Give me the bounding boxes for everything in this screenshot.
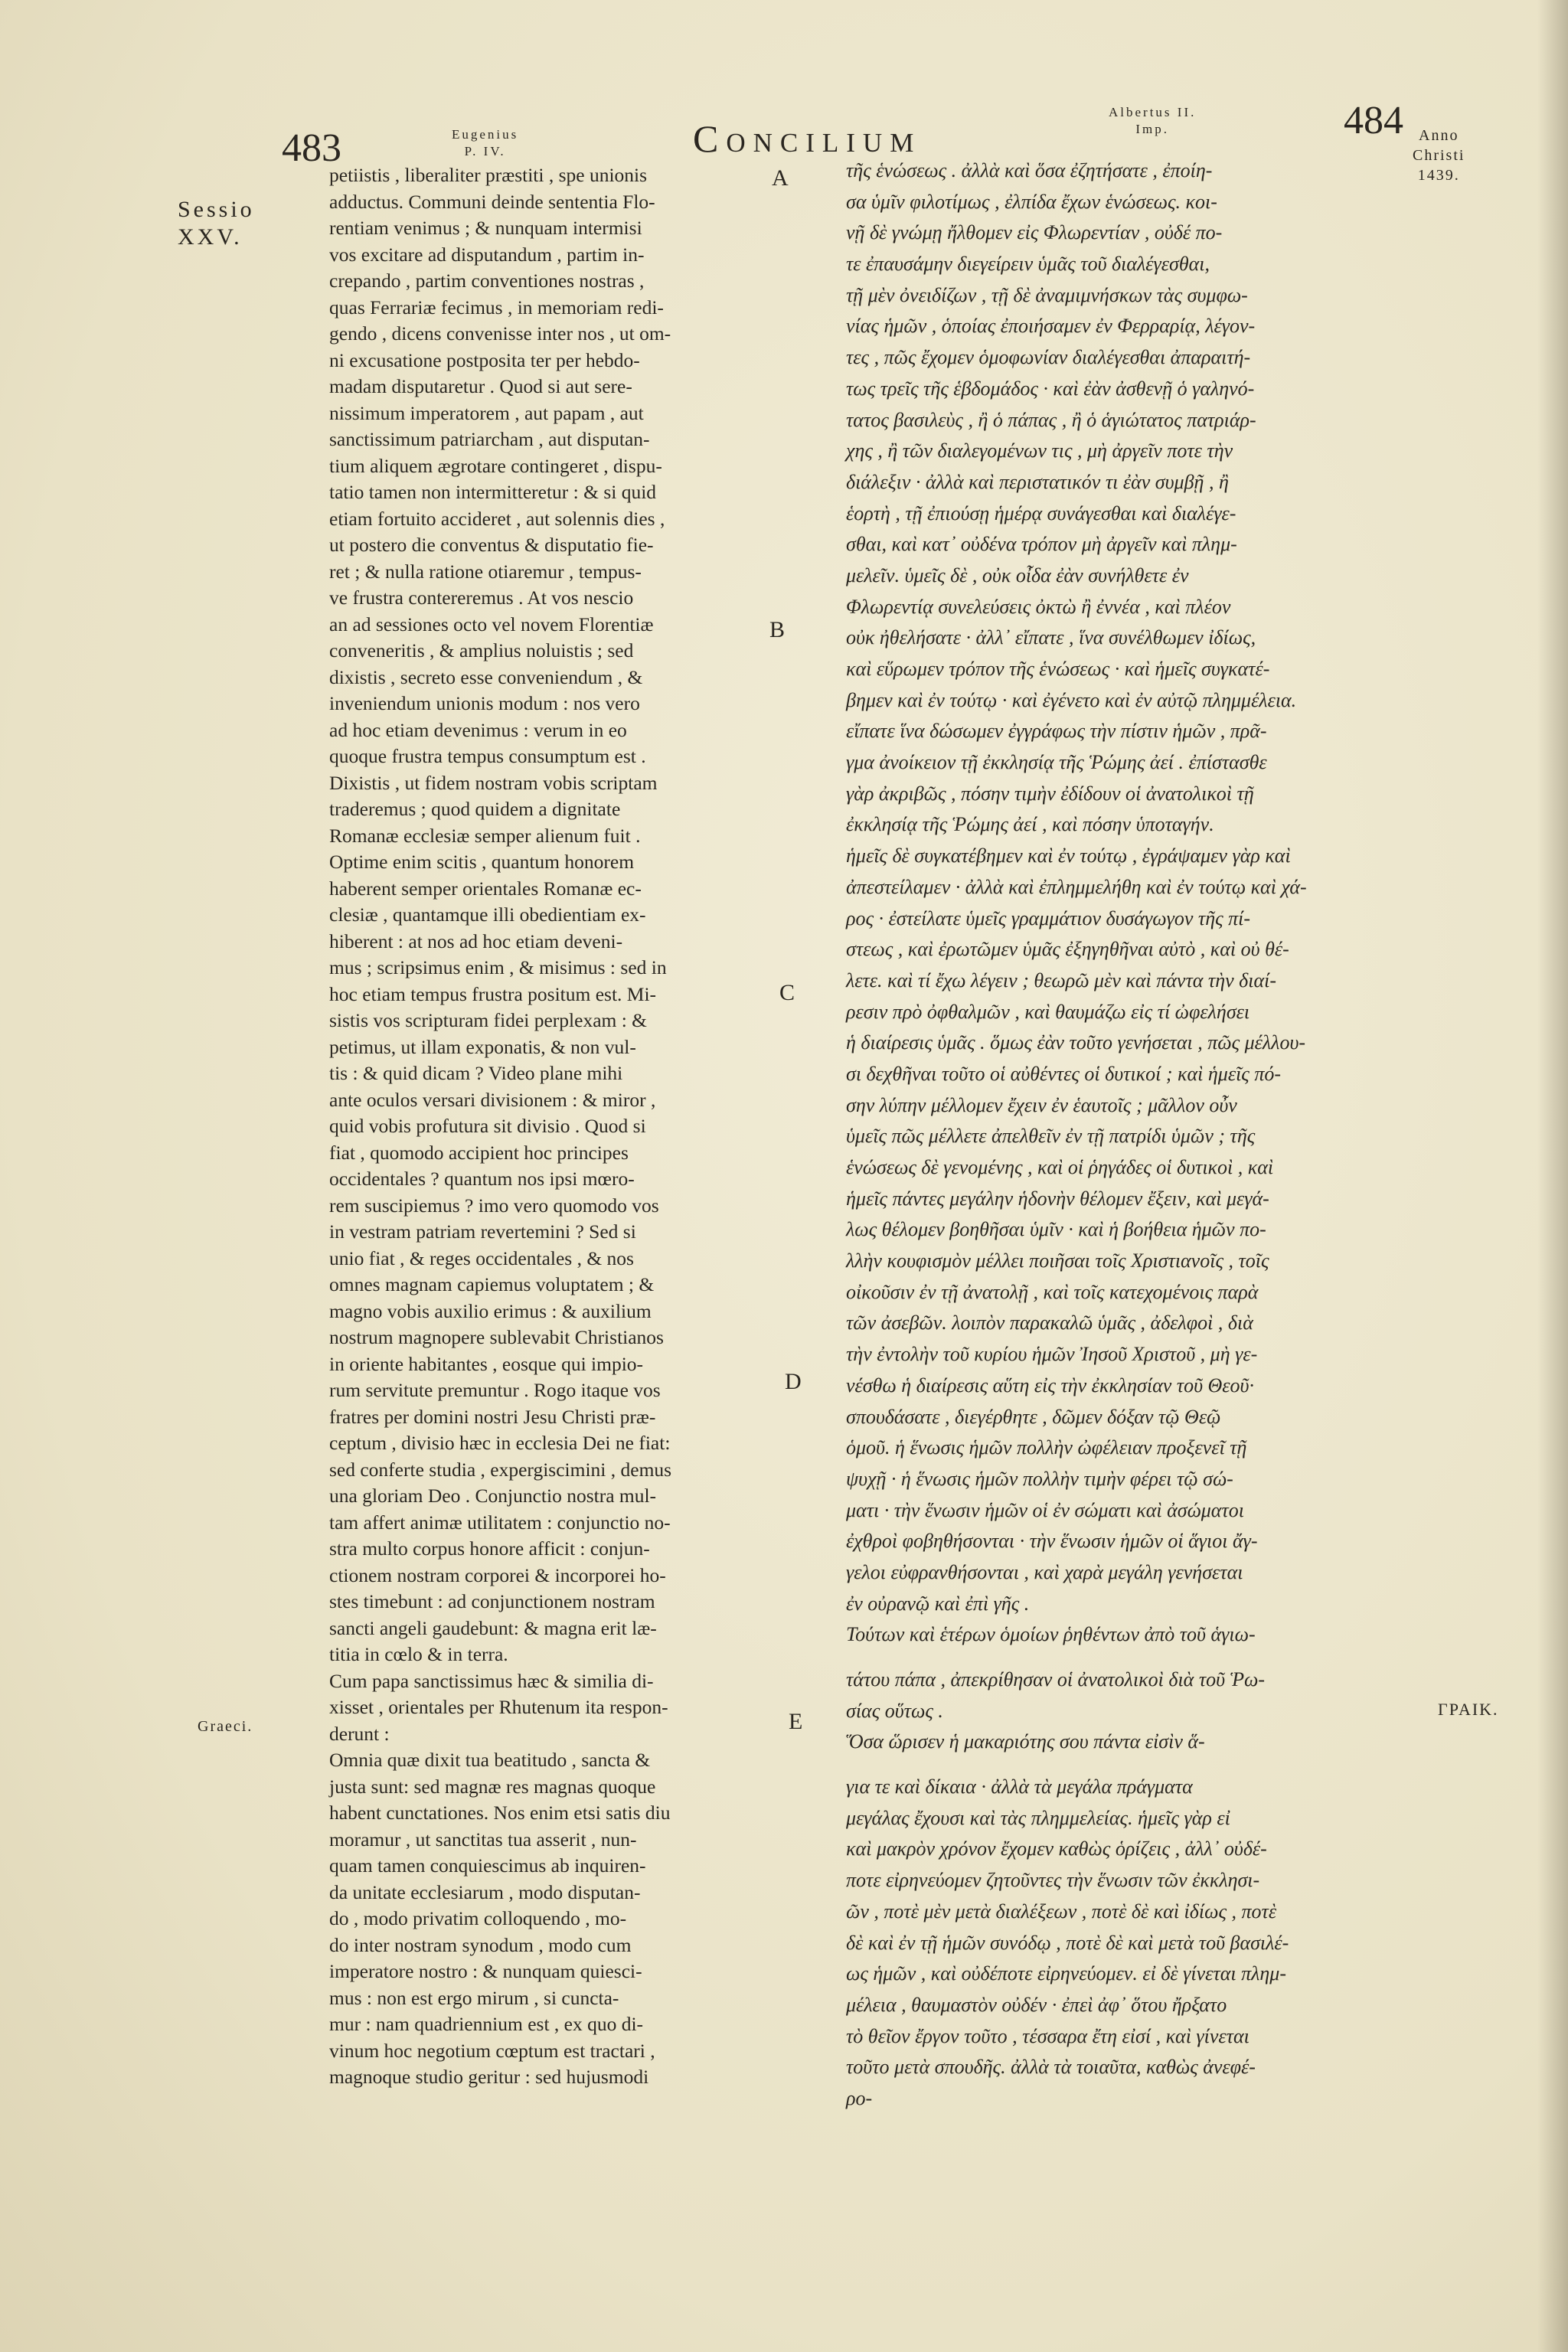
section-mark-a: A [772,165,789,191]
running-head-right-line1: Albertus II. [1109,105,1197,119]
greek-line: Φλωρεντίᾳ συνελεύσεις ὀκτὼ ἢ ἐννέα , καὶ πλέον [846,595,1231,618]
greek-line: ἑνώσεως δὲ γενομένης , καὶ οἱ ῥηγάδες οἱ δυτικοὶ , καὶ [846,1156,1274,1178]
greek-line: στεως , καὶ ἐρωτῶμεν ὑμᾶς ἐξηγηθῆναι αὐτὸ , καὶ οὐ θέ- [846,938,1289,961]
latin-line: conveneritis , & amplius noluistis ; sed [329,639,634,662]
latin-line: da unitate ecclesiarum , modo disputan- [329,1880,641,1903]
latin-line: sed conferte studia , expergiscimini , demus [329,1458,672,1481]
section-mark-b: B [769,617,786,642]
latin-line: sancti angeli gaudebunt: & magna erit læ- [329,1616,657,1639]
running-head-right-line2: Imp. [1135,122,1169,136]
latin-line: do inter nostram synodum , modo cum [329,1933,632,1956]
greek-line: τῆς ἑνώσεως . ἀλλὰ καὶ ὅσα ἐζητήσατε , ἐποίη- [846,159,1213,181]
greek-line: ψυχῇ · ἡ ἕνωσις ἡμῶν πολλὴν τιμὴν φέρει τῷ σώ- [846,1467,1233,1490]
greek-line: γὰρ ἀκριβῶς , πόσην τιμὴν ἐδίδουν οἱ ἀνατολικοὶ τῇ [846,782,1254,805]
greek-line: καὶ μακρὸν χρόνον ἔχομεν καθὼς ὁρίζεις , ἀλλ᾽ οὐδέ- [846,1838,1267,1860]
greek-line: λλὴν κουφισμὸν μέλλει ποιῆσαι τοῖς Χριστιανοῖς , τοῖς [846,1250,1269,1272]
latin-line: dixistis , secreto esse conveniendum , & [329,665,643,688]
latin-line: tam affert animæ utilitatem : conjunctio no- [329,1511,671,1534]
latin-line: ret ; & nulla ratione otiaremur , tempus- [329,560,642,583]
greek-line: τατος βασιλεὺς , ἢ ὁ πάπας , ἢ ὁ ἁγιώτατος πατριάρ- [846,408,1256,431]
greek-line: νίας ἡμῶν , ὁποίας ἐποιήσαμεν ἐν Φερραρίᾳ, λέγον- [846,315,1256,338]
greek-line: σίας οὕτως . [846,1699,943,1722]
latin-line: omnes magnam capiemus voluptatem ; & [329,1273,655,1295]
latin-line: haberent semper orientales Romanæ ec- [329,877,642,900]
margin-note-year [1413,126,1465,185]
latin-line: nostrum magnopere sublevabit Christianos [329,1326,664,1348]
latin-line: an ad sessiones octo vel novem Florentiæ [329,612,654,635]
section-mark-e: E [789,1709,803,1734]
greek-line: οὐκ ἠθελήσατε · ἀλλ᾽ εἴπατε , ἵνα συνέλθωμεν ἰδίως, [846,626,1256,649]
greek-line: γελοι εὐφρανθήσονται , καὶ χαρὰ μεγάλη γενήσεται [846,1560,1243,1583]
latin-line: fiat , quomodo accipient hoc principes [329,1141,629,1164]
running-head-left-line2: P. IV. [464,144,506,158]
greek-line: ἐν οὐρανῷ καὶ ἐπὶ γῆς . [846,1592,1030,1615]
latin-line: justa sunt: sed magnæ res magnas quoque [329,1775,656,1798]
greek-line: ὑμεῖς πῶς μέλλετε ἀπελθεῖν ἐν τῇ πατρίδι ὑμῶν ; τῆς [846,1125,1256,1148]
latin-line: Cum papa sanctissimus hæc & similia di- [329,1669,654,1692]
page-edge-shadow [1537,0,1568,2352]
latin-line: moramur , ut sanctitas tua asserit , nun- [329,1828,637,1851]
greek-line: σπουδάσατε , διεγέρθητε , δῶμεν δόξαν τῷ Θεῷ [846,1405,1221,1428]
greek-line: μελεῖν. ὑμεῖς δὲ , οὐκ οἶδα ἐὰν συνήλθετε ἐν [846,564,1189,586]
latin-line: mur : nam quadriennium est , ex quo di- [329,2013,644,2035]
greek-line: οἰκοῦσιν ἐν τῇ ἀνατολῇ , καὶ τοῖς κατεχομένοις παρὰ [846,1280,1259,1303]
latin-line: ve frustra contereremus . At vos nescio [329,586,634,609]
latin-line: Optime enim scitis , quantum honorem [329,851,635,873]
latin-line: adductus. Communi deinde sententia Flo- [329,190,655,213]
greek-line: ἐκκλησίᾳ τῆς Ῥώμης ἀεί , καὶ πόσην ὑποταγήν. [846,813,1214,836]
latin-line: gendo , dicens convenisse inter nos , ut om- [329,322,671,345]
page-number-left: 483 [282,126,341,170]
latin-line: petiistis , liberaliter præstiti , spe unionis [329,164,648,186]
greek-line: τὴν ἐντολὴν τοῦ κυρίου ἡμῶν Ἰησοῦ Χριστοῦ , μὴ γε- [846,1343,1258,1366]
greek-line: τάτου πάπα , ἀπεκρίθησαν οἱ ἀνατολικοὶ διὰ τοῦ Ῥω- [846,1668,1266,1690]
greek-line: σα ὑμῖν φιλοτίμως , ἐλπίδα ἔχων ἑνώσεως. κοι- [846,190,1217,213]
latin-line: ctionem nostram corporei & incorporei ho- [329,1563,666,1586]
greek-line: χης , ἢ τῶν διαλεγομένων τις , μὴ ἀργεῖν ποτε τὴν [846,439,1233,462]
latin-line: in oriente habitantes , eosque qui impio- [329,1352,644,1375]
greek-line: δὲ καὶ ἐν τῇ ἡμῶν συνόδῳ , ποτὲ δὲ καὶ μετὰ τοῦ βασιλέ- [846,1931,1289,1954]
greek-line: νῇ δὲ γνώμῃ ἤλθομεν εἰς Φλωρεντίαν , οὐδέ πο- [846,221,1223,244]
greek-line: ποτε εἰρηνεύομεν ζητοῦντες τὴν ἕνωσιν τῶν ἐκκλησι- [846,1869,1260,1892]
greek-line: καὶ εὕρωμεν τρόπον τῆς ἑνώσεως · καὶ ἡμεῖς συγκατέ- [846,658,1270,680]
greek-line: Ὅσα ὥρισεν ἡ μακαριότης σου πάντα εἰσὶν ἅ- [846,1730,1205,1753]
latin-line: vos excitare ad disputandum , partim in- [329,243,645,266]
greek-line: Τούτων καὶ ἑτέρων ὁμοίων ῥηθέντων ἀπὸ τοῦ ἁγιω- [846,1623,1256,1646]
greek-line: σθαι, καὶ κατ᾽ οὐδένα τρόπον μὴ ἀργεῖν καὶ πλημ- [846,533,1237,556]
greek-line: τὸ θεῖον ἔργον τοῦτο , τέσσαρα ἔτη εἰσί , καὶ γίνεται [846,2024,1250,2047]
greek-line: ρος · ἐστείλατε ὑμεῖς γραμμάτιον δυσάγωγον τῆς πί- [846,906,1251,929]
latin-line: quid vobis profutura sit divisio . Quod si [329,1115,646,1137]
greek-line: ρο- [846,2086,873,2109]
greek-line: τε ἐπαυσάμην διεγείρειν ὑμᾶς τοῦ διαλέγεσθαι, [846,253,1210,276]
latin-line: Romanæ ecclesiæ semper alienum fuit . [329,824,641,847]
latin-line: in vestram patriam revertemini ? Sed si [329,1220,636,1243]
greek-line: γμα ἀνοίκειον τῇ ἐκκλησίᾳ τῆς Ῥώμης ἀεί . ἐπίστασθε [846,751,1267,774]
margin-note-graeci: Graeci. [198,1718,253,1735]
greek-line: μέλεια , θαυμαστὸν οὐδέν · ἐπεὶ ἀφ᾽ ὅτου ἤρξατο [846,1993,1227,2016]
latin-line: vinum hoc negotium cœptum est tractari , [329,2039,655,2062]
latin-line: magno vobis auxilio erimus : & auxilium [329,1299,652,1322]
latin-line: ceptum , divisio hæc in ecclesia Dei ne fiat: [329,1432,671,1454]
greek-line: σι δεχθῆναι τοῦτο οἱ αὐθέντες οἱ δυτικοί ; καὶ ἡμεῖς πό- [846,1062,1282,1085]
latin-line: habent cunctationes. Nos enim etsi satis diu [329,1802,671,1824]
latin-line: tis : & quid dicam ? Video plane mihi [329,1062,623,1084]
latin-line: mus : non est ergo mirum , si cuncta- [329,1986,619,2009]
greek-line: ἐχθροὶ φοβηθήσονται · τὴν ἕνωσιν ἡμῶν οἱ ἅγιοι ἄγ- [846,1530,1258,1553]
latin-line: ad hoc etiam devenimus : verum in eo [329,718,627,741]
latin-line: petimus, ut illam exponatis, & non vul- [329,1035,636,1058]
latin-line: tium aliquem ægrotare contingeret , dispu- [329,454,662,477]
page-number-right: 484 [1344,99,1403,142]
greek-line: ἡμεῖς πάντες μεγάλην ἡδονὴν θέλομεν ἔξειν, καὶ μεγά- [846,1187,1269,1210]
latin-line: unio fiat , & reges occidentales , & nos [329,1246,634,1269]
greek-line: ὁμοῦ. ἡ ἕνωσις ἡμῶν πολλὴν ὠφέλειαν προξενεῖ τῇ [846,1436,1247,1459]
greek-column [846,155,1401,2115]
greek-line: μεγάλας ἔχουσι καὶ τὰς πλημμελείας. ἡμεῖς γὰρ εἰ [846,1806,1230,1829]
latin-line: titia in cœlo & in terra. [329,1643,508,1665]
margin-sessio-number: XXV. [178,224,243,250]
greek-line: ἑορτὴ , τῇ ἐπιούσῃ ἡμέρᾳ συνάγεσθαι καὶ διαλέγε- [846,501,1236,524]
latin-line: sanctissimum patriarcham , aut disputan- [329,428,650,450]
running-head-left-line1: Eugenius [452,127,519,142]
section-mark-d: D [785,1369,802,1394]
latin-line: Omnia quæ dixit tua beatitudo , sancta & [329,1749,651,1771]
latin-line: quam tamen conquiescimus ab inquiren- [329,1854,646,1877]
latin-line: do , modo privatim colloquendo , mo- [329,1907,627,1929]
greek-line: ρεσιν πρὸ ὀφθαλμῶν , καὶ θαυμάζω εἰς τί ὠφελήσει [846,1000,1250,1023]
greek-line: τες , πῶς ἔχομεν ὁμοφωνίαν διαλέγεσθαι ἀπαραιτή- [846,346,1251,369]
greek-line: ἀπεστείλαμεν · ἀλλὰ καὶ ἐπλημμελήθη καὶ ἐν τούτῳ καὶ χά- [846,875,1307,898]
latin-line: xisset , orientales per Rhutenum ita respon- [329,1696,668,1718]
greek-line: νέσθω ἡ διαίρεσις αὕτη εἰς τὴν ἐκκλησίαν τοῦ Θεοῦ· [846,1374,1254,1396]
latin-line: nissimum imperatorem , aut papam , aut [329,401,644,424]
latin-line: rentiam venimus ; & nunquam intermisi [329,217,642,239]
latin-line: una gloriam Deo . Conjunctio nostra mul- [329,1485,657,1507]
running-head-left [452,126,518,160]
greek-line: ἡ διαίρεσις ὑμᾶς . ὅμως ἐὰν τοῦτο γενήσεται , πῶς μέλλου- [846,1031,1306,1054]
margin-anno: Anno [1419,127,1459,144]
latin-line: ante oculos versari divisionem : & miror , [329,1088,656,1111]
margin-sessio-label: Sessio [178,197,255,222]
greek-line: βημεν καὶ ἐν τούτῳ · καὶ ἐγένετο καὶ ἐν αὐτῷ πλημμέλεια. [846,688,1297,711]
latin-line: magnoque studio geritur : sed hujusmodi [329,2066,649,2088]
latin-line: tatio tamen non intermitteretur : & si quid [329,481,657,503]
greek-line: σην λύπην μέλλομεν ἔχειν ἐν ἑαυτοῖς ; μᾶλλον οὖν [846,1093,1237,1116]
latin-line: inveniendum unionis modum : nos vero [329,692,640,714]
greek-line: ῶν , ποτὲ μὲν μετὰ διαλέξεων , ποτὲ δὲ καὶ ἰδίως , ποτὲ [846,1900,1277,1922]
greek-line: τως τρεῖς τῆς ἑβδομάδος · καὶ ἐὰν ἀσθενῇ ὁ γαληνό- [846,377,1255,400]
greek-line: ματι · τὴν ἕνωσιν ἡμῶν οἱ ἐν σώματι καὶ ἀσώματοι [846,1498,1244,1521]
latin-line: clesiæ , quantamque illi obedientiam ex- [329,903,646,926]
latin-line: etiam fortuito accideret , aut solennis dies , [329,507,665,530]
latin-line: hoc etiam tempus frustra positum est. Mi- [329,982,657,1005]
greek-line: λετε. καὶ τί ἔχω λέγειν ; θεωρῶ μὲν καὶ πάντα τὴν διαί- [846,969,1276,991]
greek-line: λως θέλομεν βοηθῆσαι ὑμῖν · καὶ ἡ βοήθεια ἡμῶν πο- [846,1218,1266,1241]
margin-note-sessio [178,196,255,251]
greek-line: για τε καὶ δίκαια · ἀλλὰ τὰ μεγάλα πράγματα [846,1775,1193,1798]
margin-note-graik: ΓΡΑΙΚ. [1438,1700,1499,1719]
latin-line: hiberent : at nos ad hoc etiam deveni- [329,929,623,952]
page-title: Concilium [693,117,922,160]
latin-line: mus ; scripsimus enim , & misimus : sed in [329,956,667,978]
latin-line: ni excusatione postposita ter per hebdo- [329,348,640,371]
latin-line: imperatore nostro : & nunquam quiesci- [329,1960,642,1982]
margin-christi: Christi [1413,147,1465,164]
greek-line: τοῦτο μετὰ σπουδῆς. ἀλλὰ τὰ τοιαῦτα, καθὼς ἀνεφέ- [846,2056,1256,2079]
latin-line: Dixistis , ut fidem nostram vobis scriptam [329,771,658,794]
latin-line: crepando , partim conventiones nostras , [329,270,645,292]
latin-line: derunt : [329,1722,390,1745]
latin-line: stra multo corpus honore afficit : conjun- [329,1537,650,1560]
latin-line: stes timebunt : ad conjunctionem nostram [329,1590,655,1612]
greek-line: τῇ μὲν ὀνειδίζων , τῇ δὲ ἀναμιμνήσκων τὰς συμφω- [846,283,1248,306]
latin-line: madam disputaretur . Quod si aut sere- [329,375,632,397]
latin-line: quas Ferrariæ fecimus , in memoriam redi- [329,296,664,318]
latin-column [329,162,812,2091]
latin-line: rem suscipiemus ? imo vero quomodo vos [329,1194,659,1217]
latin-line: ut postero die conventus & disputatio fie- [329,534,654,556]
running-head-right [1109,104,1196,138]
greek-line: ως ἡμῶν , καὶ οὐδέποτε εἰρηνεύομεν. εἰ δὲ γίνεται πλημ- [846,1962,1286,1985]
latin-line: occidentales ? quantum nos ipsi mœro- [329,1168,635,1190]
section-mark-c: C [779,980,795,1005]
greek-line: ἡμεῖς δὲ συγκατέβημεν καὶ ἐν τούτῳ , ἐγράψαμεν γὰρ καὶ [846,844,1291,867]
latin-line: quoque frustra tempus consumptum est . [329,745,646,767]
greek-line: τῶν ἀσεβῶν. λοιπὸν παρακαλῶ ὑμᾶς , ἀδελφοὶ , διὰ [846,1312,1253,1334]
latin-line: traderemus ; quod quidem a dignitate [329,798,621,820]
greek-line: εἴπατε ἵνα δώσωμεν ἐγγράφως τὴν πίστιν ἡμῶν , πρᾶ- [846,720,1267,743]
latin-line: rum servitute premuntur . Rogo itaque vos [329,1379,661,1401]
latin-line: sistis vos scripturam fidei perplexam : & [329,1009,648,1031]
margin-year: 1439. [1417,167,1460,184]
greek-line: διάλεξιν · ἀλλὰ καὶ περιστατικόν τι ἐὰν συμβῇ , ἢ [846,470,1229,493]
latin-line: fratres per domini nostri Jesu Christi præ- [329,1405,656,1428]
